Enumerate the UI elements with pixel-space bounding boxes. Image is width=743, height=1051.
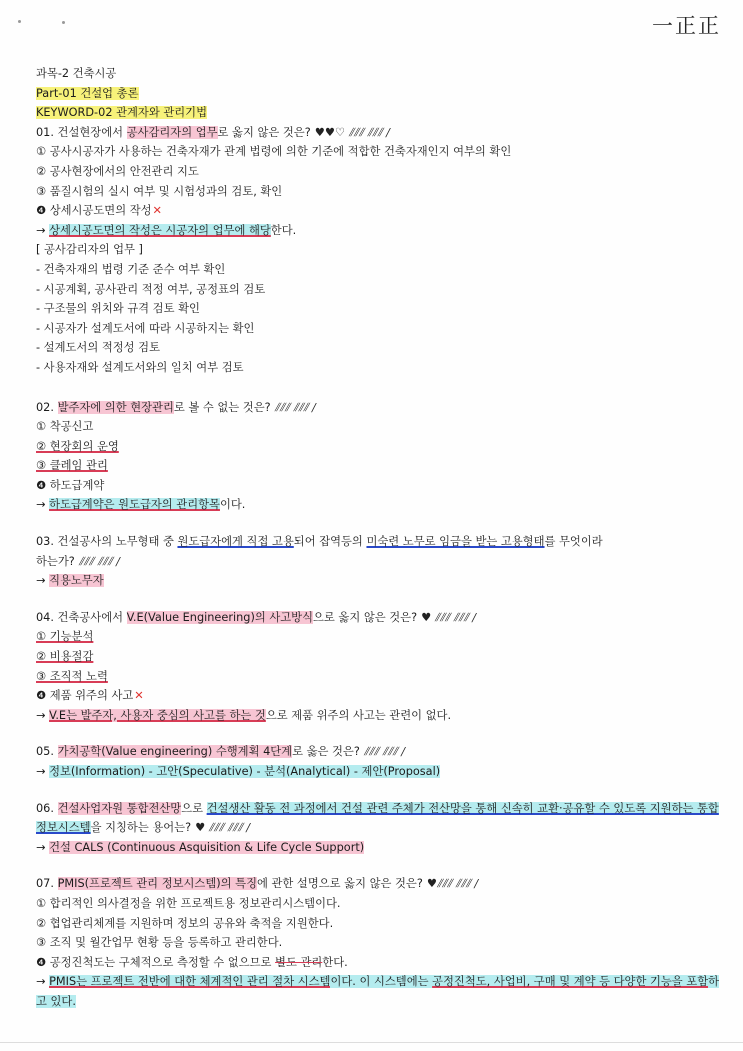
question-underline: 미숙련 노무로 임금을 받는 고용형태: [366, 535, 545, 549]
answer-highlight: 하도급계약은 원도급자의 관리항목: [49, 498, 220, 512]
duty-list-item: - 구조물의 위치와 규격 검토 확인: [36, 302, 200, 316]
question-underline: 원도급자에게 직접 고용: [177, 535, 294, 549]
handwritten-mark: ⫽⫽⫽ ⫽⫽⫽ /: [274, 400, 316, 414]
keyword-heading: KEYWORD-02 관계자와 관리기법: [36, 106, 207, 120]
option-3: ③ 품질시험의 실시 여부 및 시험성과의 검토, 확인: [36, 184, 283, 198]
question-highlight: 건설생산 활동 전 과정에서 건설 관련 주체가 전산망을 통해 신속히 교환·공유할 수 있도록 지원하는 통합 정보시스템: [36, 801, 719, 835]
question-3: 03. 건설공사의 노무형태 중 원도급자에게 직접 고용되어 잡역등의 미숙련 노무로 임금을 받는 고용형태를 무엇이라: [36, 535, 603, 549]
option-3: ③ 클레임 관리: [36, 459, 108, 473]
answer-highlight: 건설 CALS (Continuous Asquisition & Life Cycle Support): [49, 840, 365, 854]
option-3: ③ 조직적 노력: [36, 669, 108, 683]
question-1: 01. 건설현장에서 공사감리자의 업무로 옳지 않은 것은? ♥♥♡ ⫽⫽⫽ ⫽⫽⫽ /: [36, 125, 390, 139]
handwritten-tally-mark: 一正正: [652, 14, 721, 38]
answer-explanation: → 정보(Information) - 고안(Speculative) - 분석(Analytical) - 제안(Proposal): [36, 765, 441, 778]
answer-highlight: 정보(Information) - 고안(Speculative) - 분석(Analytical) - 제안(Proposal): [49, 765, 441, 778]
answer-highlight: PMIS는 프로젝트 전반에 대한 체계적인 관리 절차 시스템: [49, 975, 331, 989]
handwritten-mark: ⫽⫽⫽ ⫽⫽⫽ /: [78, 554, 120, 568]
option-1: ① 공사시공자가 사용하는 건축자재가 관계 법령에 의한 기준에 적합한 건축자재인지 여부의 확인: [36, 145, 512, 159]
duty-list-item: - 설계도서의 적정성 검토: [36, 341, 160, 355]
question-highlight: V.E(Value Engineering)의 사고방식: [126, 610, 314, 624]
part-heading: Part-01 건설업 총론: [36, 86, 139, 100]
option-1: ① 합리적인 의사결정을 위한 프로젝트용 정보관리시스템이다.: [36, 896, 341, 910]
answer-explanation: → 직용노무자: [36, 574, 104, 588]
handwritten-mark: ♥♥♡ ⫽⫽⫽ ⫽⫽⫽ /: [314, 125, 390, 139]
answer-highlight: 상세시공도면의 작성은 시공자의 업무에 해당: [49, 223, 271, 237]
answer-explanation: → PMIS는 프로젝트 전반에 대한 체계적인 관리 절차 시스템이다. 이 시스템에는 공정진척도, 사업비, 구매 및 계약 등 다양한 기능을 포함하고 있다.: [36, 975, 720, 1008]
duty-list-item: - 시공계획, 공사관리 적정 여부, 공정표의 검토: [36, 282, 266, 296]
handwritten-mark: ♥ ⫽⫽⫽ ⫽⫽⫽ /: [195, 821, 250, 835]
option-1: ① 착공신고: [36, 420, 94, 434]
option-1: ① 기능분석: [36, 630, 94, 644]
question-4: 04. 건축공사에서 V.E(Value Engineering)의 사고방식으로 옳지 않은 것은? ♥ ⫽⫽⫽ ⫽⫽⫽ /: [36, 610, 477, 624]
wrong-x-mark: ✕: [152, 204, 162, 218]
option-2: ② 현장회의 운영: [36, 439, 119, 453]
question-highlight: 공사감리자의 업무: [126, 125, 218, 139]
answer-highlight: V.E는 발주자, 사용자 중심의 사고를 하는 것: [49, 708, 266, 722]
option-2: ② 협업관리체계를 지원하며 정보의 공유와 축적을 지원한다.: [36, 916, 334, 930]
option-2: ② 비용절감: [36, 650, 94, 664]
question-6: 06. 건설사업자원 통합전산망으로 건설생산 활동 전 과정에서 건설 관련 주체가 전산망을 통해 신속히 교환·공유할 수 있도록 지원하는 통합 정보시스템을 지칭하는 용어는? ♥ ⫽⫽⫽ ⫽⫽⫽ /: [36, 801, 719, 835]
wrong-x-mark: ✕: [134, 689, 144, 703]
answer-explanation: → 건설 CALS (Continuous Asquisition & Life Cycle Support): [36, 840, 365, 854]
scan-speck: [62, 21, 65, 24]
answer-explanation: → V.E는 발주자, 사용자 중심의 사고를 하는 것으로 제품 위주의 사고는 관련이 없다.: [36, 708, 452, 722]
duty-list-title: [ 공사감리자의 업무 ]: [36, 243, 143, 257]
handwritten-mark: ♥ ⫽⫽⫽ ⫽⫽⫽ /: [421, 610, 477, 624]
question-5: 05. 가치공학(Value engineering) 수행계획 4단계로 옳은 것은? ⫽⫽⫽ ⫽⫽⫽ /: [36, 745, 406, 759]
handwritten-mark: ⫽⫽⫽ ⫽⫽⫽ /: [363, 745, 406, 759]
answer-explanation: → 상세시공도면의 작성은 시공자의 업무에 해당한다.: [36, 223, 297, 237]
content: 과목-2 건축시공 Part-01 건설업 총론 KEYWORD-02 관계자와 관리기법 01. 건설현장에서 공사감리자의 업무로 옳지 않은 것은? ♥♥♡ ⫽⫽⫽ ⫽⫽⫽ / ① 공사시공자가 사용하는 건축자재가 관계 법령에 의한 기준에 적합한 건축자재인지 여부의 확인 ② 공사현장에서의 안전관리 지도 ③ 품질시험의 실시 여부 및 시험성과의 검토, 확인 ❹ 상세시공도면의 작성✕ → 상세시공도면의 작성은 시공자의 업무에 해당한다. [ 공사감리자의 업무 ] - 건축자재의 법령 기준 준수 여부 확인 - 시공계획, 공사관리 적정 여부, 공정표의 검토 - 구조물의 위치와 규격 검토 확인 - 시공자가 설계도서에 따라 시공하지는 확인 - 설계도서의 적정성 검토 - 사용자재와 설계도서와의 일치 여부 검토 02. 발주자에 의한 현장관리로 볼 수 없는 것은? ⫽⫽⫽ ⫽⫽⫽ / ① 착공신고 ② 현장회의 운영 ③ 클레임 관리 ❹ 하도급계약 → 하도급계약은 원도급자의 관리항목이다. 03. 건설공사의 노무형태 중 원도급자에게 직접 고용되어 잡역등의 미숙련 노무로 임금을 받는 고용형태를 무엇이라 하는가? ⫽⫽⫽ ⫽⫽⫽ / → 직용노무자 04. 건축공사에서 V.E(Value Engineering)의 사고방식으로 옳지 않은 것은? ♥ ⫽⫽⫽ ⫽⫽⫽ / ① 기능분석 ② 비용절감 ③ 조직적 노력 ❹ 제품 위주의 사고✕ → V.E는 발주자, 사용자 중심의 사고를 하는 것으로 제품 위주의 사고는 관련이 없다. 05. 가치공학(Value engineering) 수행계획 4단계로 옳은 것은? ⫽⫽⫽ ⫽⫽⫽ / → 정보(Information) - 고안(Speculative) - 분석(Analytical) - 제안(Proposal) 06. 건설사업자원 통합전산망으로 건설생산 활동 전 과정에서 건설 관련 주체가 전산망을 통해 신속히 교환·공유할 수 있도록 지원하는 통합 정보시스템을 지칭하는 용어는? ♥ ⫽⫽⫽ ⫽⫽⫽ / → 건설 CALS (Continuous Asquisition & Life Cycle Support) 07. PMIS(프로젝트 관리 정보시스템)의 특징에 관한 설명으로 옳지 않은 것은? ♥⫽⫽⫽ ⫽⫽⫽ / ① 합리적인 의사결정을 위한 프로젝트용 정보관리시스템이다. ② 협업관리체계를 지원하며 정보의 공유와 축적을 지원한다. ③ 조직 및 월간업무 현황 등을 등록하고 관리한다. ❹ 공정진척도는 구체적으로 측정할 수 없으므로 별도 관리한다. → PMIS는 프로젝트 전반에 대한 체계적인 관리 절차 시스템이다. 이 시스템에는 공정진척도, 사업비, 구매 및 계약 등 다양한 기능을 포함하고 있다.: [36, 64, 726, 1012]
question-highlight: 건설사업자원 통합전산망: [57, 801, 182, 815]
question-2: 02. 발주자에 의한 현장관리로 볼 수 없는 것은? ⫽⫽⫽ ⫽⫽⫽ /: [36, 400, 316, 414]
subject-heading: 과목-2 건축시공: [36, 67, 117, 80]
duty-list-item: - 사용자재와 설계도서와의 일치 여부 검토: [36, 360, 244, 374]
question-highlight: PMIS(프로젝트 관리 정보시스템)의 특징: [57, 877, 257, 891]
question-highlight: 가치공학(Value engineering) 수행계획 4단계: [57, 745, 293, 759]
handwritten-mark: ♥⫽⫽⫽ ⫽⫽⫽ /: [426, 877, 479, 891]
struck-text: 별도 관리: [275, 955, 323, 969]
duty-list-item: - 시공자가 설계도서에 따라 시공하지는 확인: [36, 321, 255, 335]
option-2: ② 공사현장에서의 안전관리 지도: [36, 164, 199, 178]
answer-highlight: 공정진척도, 사업비, 구매 및 계약 등 다양한 기능을 포함: [432, 975, 709, 989]
question-highlight: 발주자에 의한 현장관리: [57, 400, 174, 414]
answer-highlight: 직용노무자: [49, 574, 104, 588]
option-4: ❹ 공정진척도는 구체적으로 측정할 수 없으므로 별도 관리한다.: [36, 955, 348, 969]
option-4: ❹ 하도급계약: [36, 478, 105, 492]
option-4: ❹ 상세시공도면의 작성✕: [36, 204, 162, 218]
scan-speck: [18, 20, 21, 23]
option-4: ❹ 제품 위주의 사고✕: [36, 689, 144, 703]
duty-list-item: - 건축자재의 법령 기준 준수 여부 확인: [36, 262, 226, 276]
option-3: ③ 조직 및 월간업무 현황 등을 등록하고 관리한다.: [36, 936, 283, 950]
page-edge-line: [0, 1042, 743, 1043]
question-7: 07. PMIS(프로젝트 관리 정보시스템)의 특징에 관한 설명으로 옳지 않은 것은? ♥⫽⫽⫽ ⫽⫽⫽ /: [36, 877, 479, 891]
answer-explanation: → 하도급계약은 원도급자의 관리항목이다.: [36, 498, 246, 512]
